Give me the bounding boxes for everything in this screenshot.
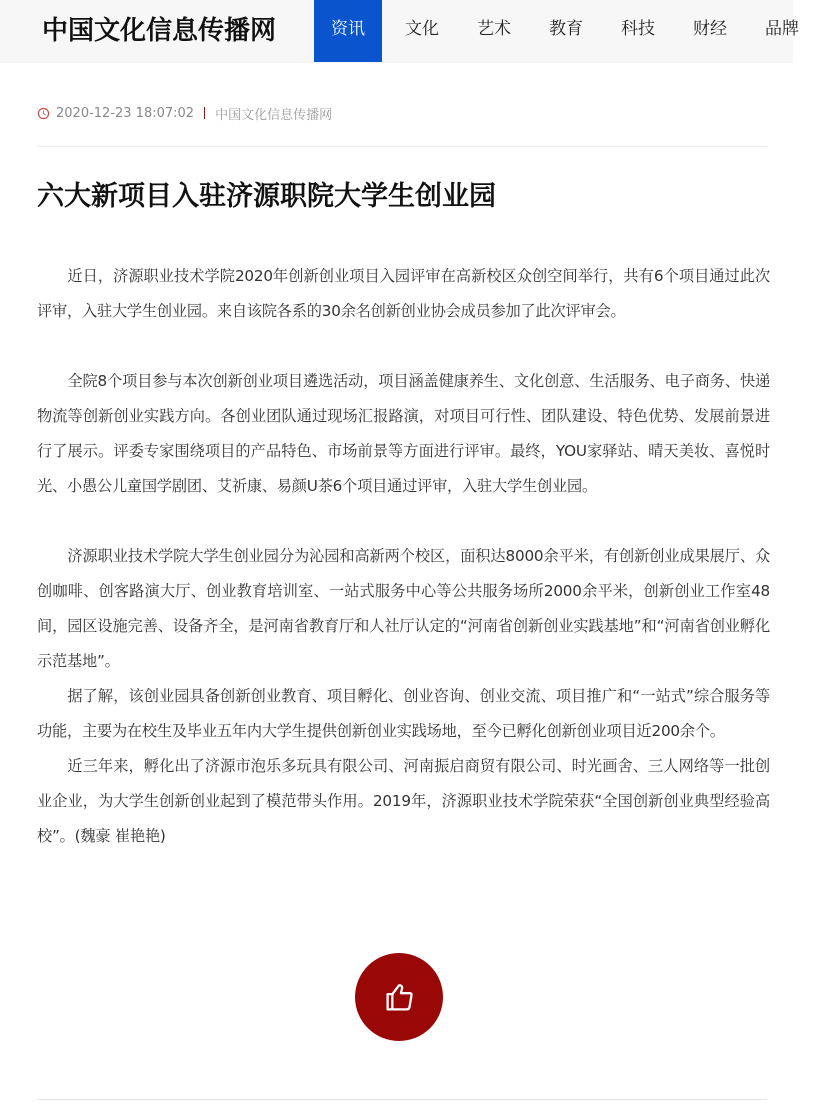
- thumbs-up-icon: [380, 978, 418, 1016]
- meta-divider: [37, 146, 767, 147]
- meta-separator: [204, 107, 205, 119]
- site-header: [0, 0, 799, 63]
- paragraph-gap: [37, 329, 770, 364]
- article-paragraph: 济源职业技术学院大学生创业园分为沁园和高新两个校区，面积达8000余平米，有创新创业成果展厅、众创咖啡、创客路演大厅、创业教育培训室、一站式服务中心等公共服务场所2000余平米，创新创业工作室48间，园区设施完善、设备齐全，是河南省教育厅和人社厅认定的“河南省创新创业实践基地”和“河南省创业孵化示范基地”。: [37, 547, 770, 670]
- like-button[interactable]: [355, 953, 443, 1041]
- paragraph-gap: [37, 504, 770, 539]
- clock-icon: [37, 107, 50, 120]
- nav-item-art[interactable]: 艺术: [477, 19, 511, 39]
- article-paragraph: 全院8个项目参与本次创新创业项目遴选活动，项目涵盖健康养生、文化创意、生活服务、电子商务、快递物流等创新创业实践方向。各创业团队通过现场汇报路演，对项目可行性、团队建设、特色优势、发展前景进行了展示。评委专家围绕项目的产品特色、市场前景等方面进行评审。最终，YOU家驿站、晴天美妆、喜悦时光、小愚公儿童国学剧团、艾祈康、易颜U茶6个项目通过评审，入驻大学生创业园。: [37, 372, 770, 495]
- article-meta: [37, 103, 332, 123]
- article-body: [37, 259, 770, 854]
- nav-item-education[interactable]: 教育: [549, 19, 583, 39]
- article-paragraph: 近日，济源职业技术学院2020年创新创业项目入园评审在高新校区众创空间举行，共有6个项目通过此次评审，入驻大学生创业园。来自该院各系的30余名创新创业协会成员参加了此次评审会。: [37, 267, 770, 320]
- nav-item-news[interactable]: 资讯: [314, 0, 382, 62]
- article-paragraph: 近三年来，孵化出了济源市泡乐多玩具有限公司、河南振启商贸有限公司、时光画舍、三人网络等一批创业企业，为大学生创新创业起到了模范带头作用。2019年，济源职业技术学院荣获“全国创新创业典型经验高校”。(魏豪 崔艳艳): [37, 757, 770, 845]
- site-logo[interactable]: 中国文化信息传播网: [42, 16, 277, 46]
- footer-divider: [37, 1099, 767, 1100]
- main-nav: [314, 0, 818, 62]
- article-title: 六大新项目入驻济源职院大学生创业园: [37, 181, 496, 212]
- nav-item-culture[interactable]: 文化: [405, 19, 439, 39]
- publish-datetime: 2020-12-23 18:07:02: [56, 105, 195, 121]
- article-paragraph: 据了解，该创业园具备创新创业教育、项目孵化、创业咨询、创业交流、项目推广和“一站式”综合服务等功能，主要为在校生及毕业五年内大学生提供创新创业实践场地，至今已孵化创新创业项目近200余个。: [37, 687, 770, 740]
- nav-item-brand[interactable]: 品牌: [765, 19, 799, 39]
- article-source: 中国文化信息传播网: [215, 107, 333, 123]
- nav-item-finance[interactable]: 财经: [693, 19, 727, 39]
- nav-item-tech[interactable]: 科技: [621, 19, 655, 39]
